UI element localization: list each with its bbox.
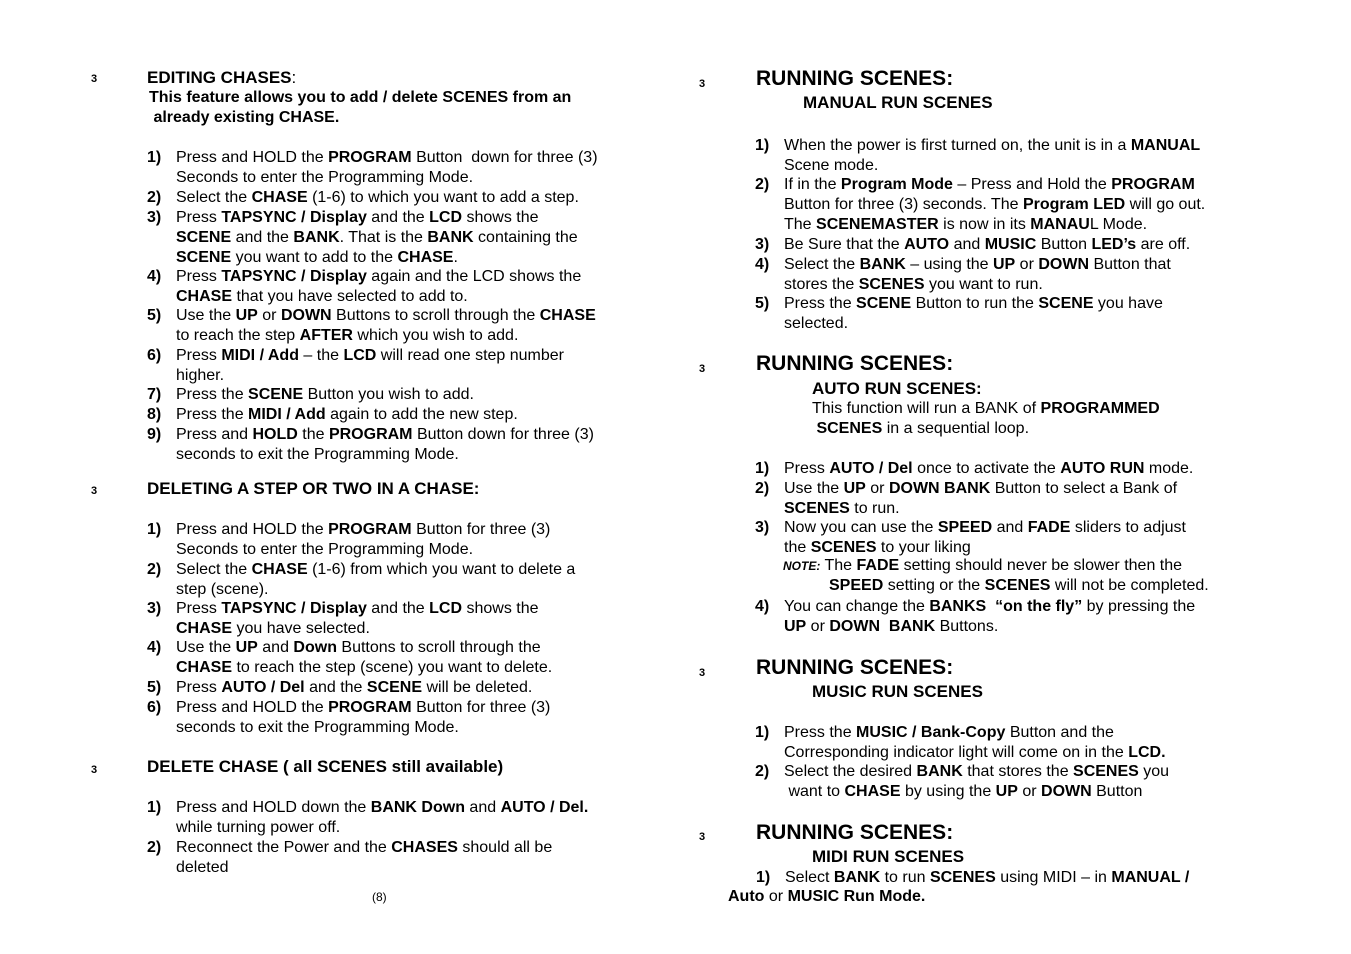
page-number: (8) [372,890,387,904]
step-line: Press the SCENE Button to run the SCENE you have [784,295,1163,312]
step-line: Press MIDI / Add – the LCD will read one step number [176,347,564,364]
step-number: 4) [755,256,770,273]
step-text [176,560,575,600]
step-number: 2) [147,839,162,856]
step-line: Scene mode. [784,156,879,174]
step-line: step (scene). [176,580,269,598]
step-number: 4) [755,598,770,615]
intro-line: This function will run a BANK of PROGRAMMED [812,400,1160,417]
step-line: Press the SCENE Button you wish to add. [176,386,474,403]
section-bullet: 3 [91,73,98,85]
step-number: 1) [755,724,770,741]
step-line: Press and HOLD the PROGRAM Button for three (3) [176,699,551,716]
section-heading: RUNNING SCENES: [756,352,954,375]
step-line: Select BANK to run SCENES using MIDI – in MANUAL / [785,869,1190,886]
section-heading: EDITING CHASES: [147,68,297,87]
step-line: selected. [784,314,849,332]
step-text [784,597,1195,637]
step-number: 6) [147,347,162,364]
step-number: 1) [756,869,771,886]
step-text [176,208,578,267]
step-number: 5) [147,679,162,696]
step-line: Press TAPSYNC / Display and the LCD shows the [176,600,539,617]
step-line: Press TAPSYNC / Display and the LCD shows the [176,209,539,226]
note-line: SPEED setting or the SCENES will not be completed. [829,577,1209,594]
step-line: The SCENEMASTER is now in its MANAUL Mode. [784,215,1148,233]
step-text [784,235,1190,255]
step-number: 4) [147,268,162,285]
section-subheading: MIDI RUN SCENES [812,847,965,866]
step-number: 3) [755,236,770,253]
section-heading: RUNNING SCENES: [756,821,954,844]
step-line: You can change the BANKS “on the fly” by pressing the [784,598,1196,615]
step-text [784,175,1205,234]
step-number: 9) [147,426,162,443]
step-text [784,294,1163,334]
step-text [784,479,1177,519]
step-line: deleted [176,858,229,876]
step-text [784,255,1171,295]
trailing-line: Auto or MUSIC Run Mode. [728,888,926,905]
step-number: 3) [755,519,770,536]
intro-line: This feature allows you to add / delete SCENES from an [149,89,572,106]
step-line: Select the CHASE (1-6) to which you want to add a step. [176,189,579,206]
step-line: Press AUTO / Del and the SCENE will be deleted. [176,679,533,696]
step-line: UP or DOWN BANK Buttons. [784,617,999,635]
step-text [784,136,1200,176]
step-text [176,425,594,465]
step-text [176,798,588,838]
step-line: If in the Program Mode – Press and Hold the PROGRAM [784,176,1195,193]
section-heading: DELETE CHASE ( all SCENES still available) [147,757,504,776]
step-number: 6) [147,699,162,716]
step-number: 2) [755,763,770,780]
step-line: Now you can use the SPEED and FADE sliders to adjust [784,519,1186,536]
step-line: Corresponding indicator light will come on in the LCD. [784,743,1166,761]
step-line: Press and HOLD the PROGRAM Button down for three (3) [176,426,594,443]
step-line: Select the desired BANK that stores the SCENES you [784,763,1170,780]
step-number: 2) [755,480,770,497]
step-text [176,520,550,560]
note-label: NOTE: [783,559,821,573]
step-line: Press AUTO / Del once to activate the AUTO RUN mode. [784,460,1194,477]
step-line: Press and HOLD the PROGRAM Button down for three (3) [176,149,598,166]
step-line: CHASE to reach the step (scene) you want to delete. [176,658,553,676]
section-bullet: 3 [699,831,706,843]
step-line: SCENES to run. [784,499,900,517]
step-number: 1) [147,521,162,538]
step-text [176,405,518,425]
step-number: 1) [147,799,162,816]
step-number: 1) [755,137,770,154]
step-line: seconds to exit the Programming Mode. [176,445,459,463]
step-text [784,762,1169,802]
step-number: 3) [147,600,162,617]
step-text [784,723,1166,763]
step-line: Reconnect the Power and the CHASES should all be [176,839,553,856]
section-bullet: 3 [91,485,98,497]
note [783,557,1182,575]
section-bullet: 3 [91,764,98,776]
section-bullet: 3 [699,363,706,375]
step-number: 7) [147,386,162,403]
step-number: 1) [755,460,770,477]
step-line: Press TAPSYNC / Display again and the LCD shows the [176,268,582,285]
step-line: to reach the step AFTER which you wish to add. [176,326,519,344]
step-line: stores the SCENES you want to run. [784,275,1043,293]
step-number: 8) [147,406,162,423]
step-number: 1) [147,149,162,166]
intro-line: SCENES in a sequential loop. [816,420,1030,437]
section-subheading: AUTO RUN SCENES: [812,379,982,398]
step-line: Press and HOLD the PROGRAM Button for three (3) [176,521,551,538]
step-text [176,346,564,386]
note-line: The FADE setting should never be slower then the [820,557,1183,574]
step-line: want to CHASE by using the UP or DOWN Button [784,782,1143,800]
step-text [176,188,579,208]
step-number: 5) [755,295,770,312]
step-number: 4) [147,639,162,656]
step-text [176,267,581,307]
step-number: 2) [147,189,162,206]
step-text [176,148,598,188]
section-heading: RUNNING SCENES: [756,656,954,679]
section-heading: DELETING A STEP OR TWO IN A CHASE: [147,479,480,498]
step-line: CHASE you have selected. [176,619,370,637]
section-bullet: 3 [699,667,706,679]
step-line: seconds to exit the Programming Mode. [176,718,459,736]
section-subheading: MANUAL RUN SCENES [803,93,993,112]
step-text [785,868,1189,888]
step-line: Select the CHASE (1-6) from which you want to delete a [176,561,576,578]
step-text [176,385,474,405]
step-line: Seconds to enter the Programming Mode. [176,540,474,558]
section-bullet: 3 [699,78,706,90]
step-line: Seconds to enter the Programming Mode. [176,168,474,186]
step-text [176,678,532,698]
step-line: When the power is first turned on, the unit is in a MANUAL [784,137,1201,154]
step-number: 2) [147,561,162,578]
step-number: 5) [147,307,162,324]
step-text [176,306,596,346]
step-text [176,838,552,878]
step-line: CHASE that you have selected to add to. [176,287,468,305]
step-line: SCENE and the BANK. That is the BANK containing the [176,228,578,246]
step-line: Button for three (3) seconds. The Program LED will go out. [784,195,1206,213]
intro-line: already existing CHASE. [149,109,340,126]
step-text [176,638,552,678]
step-line: the SCENES to your liking [784,538,971,556]
step-line: Use the UP and Down Buttons to scroll through the [176,639,541,656]
step-line: Use the UP or DOWN BANK Button to select a Bank of [784,480,1178,497]
step-line: Be Sure that the AUTO and MUSIC Button LED’s are off. [784,236,1191,253]
step-line: SCENE you want to add to the CHASE. [176,248,458,266]
step-line: higher. [176,366,225,384]
section-heading: RUNNING SCENES: [756,67,954,90]
step-line: Press the MUSIC / Bank-Copy Button and the [784,724,1114,741]
step-text [176,698,550,738]
step-text [176,599,539,639]
step-text [784,459,1193,479]
step-text [784,518,1186,558]
step-line: while turning power off. [176,818,341,836]
step-line: Press and HOLD down the BANK Down and AUTO / Del. [176,799,589,816]
step-line: Select the BANK – using the UP or DOWN Button that [784,256,1171,273]
step-line: Use the UP or DOWN Buttons to scroll through the CHASE [176,307,596,324]
step-line: Press the MIDI / Add again to add the new step. [176,406,518,423]
step-number: 2) [755,176,770,193]
step-number: 3) [147,209,162,226]
section-subheading: MUSIC RUN SCENES [812,682,983,701]
